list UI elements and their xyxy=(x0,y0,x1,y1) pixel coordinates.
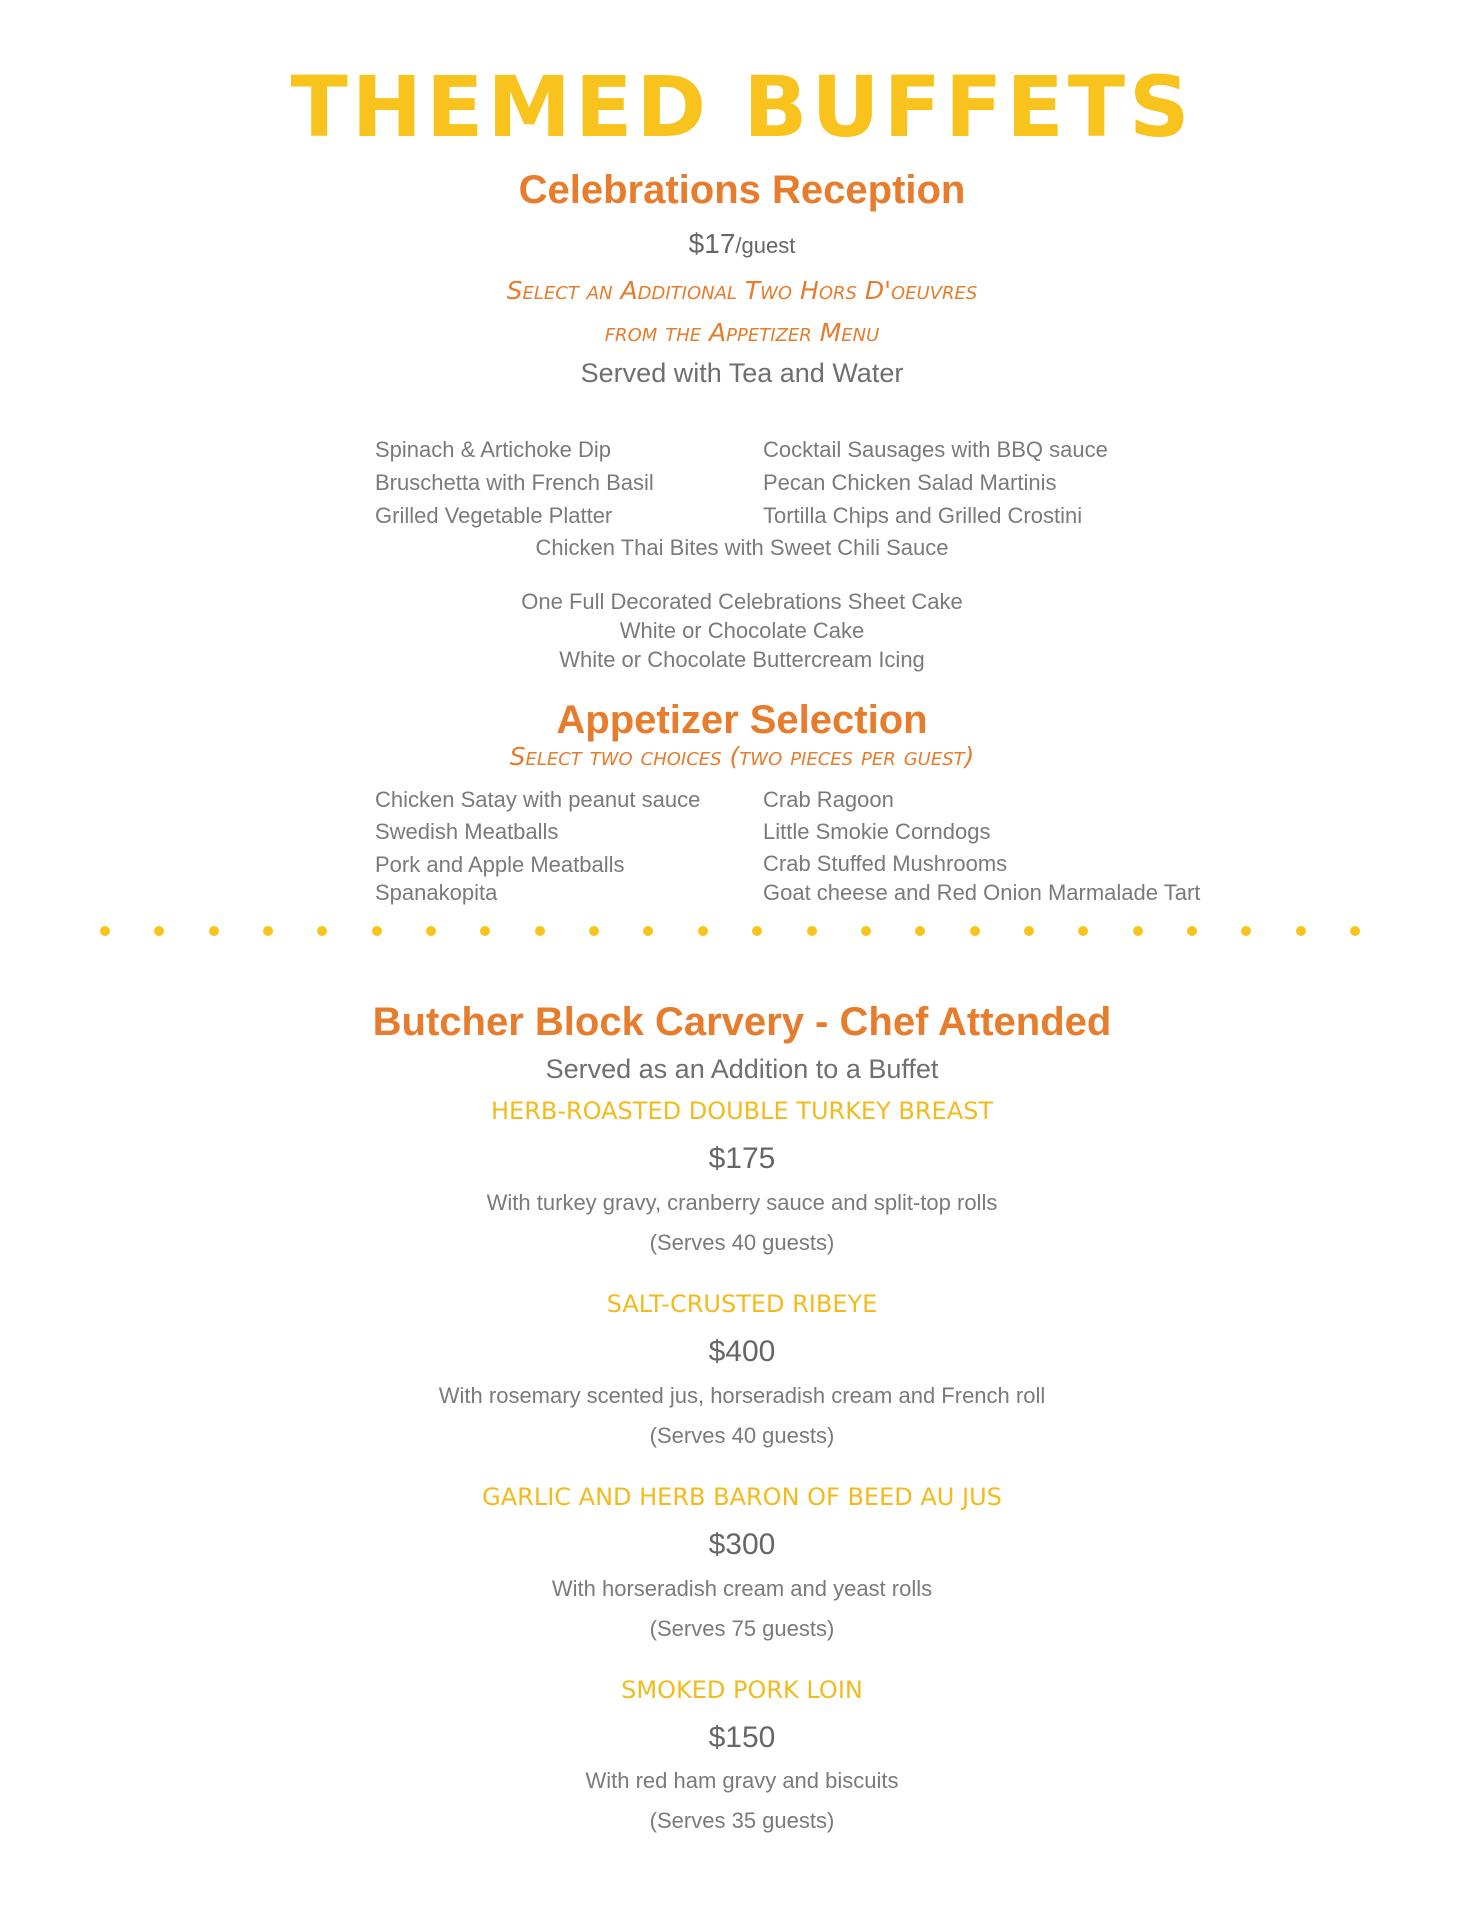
page-title: THEMED BUFFETS xyxy=(290,58,1194,156)
appetizer-subtitle: Select two choices (two pieces per guest) xyxy=(509,742,975,771)
carvery-item-desc: With horseradish cream and yeast rolls xyxy=(551,1576,933,1601)
divider-dot xyxy=(1024,926,1034,936)
divider-dot xyxy=(1187,926,1197,936)
carvery-item-desc: With rosemary scented jus, horseradish cream and French roll xyxy=(438,1383,1046,1408)
price-unit: /guest xyxy=(735,233,796,258)
carvery-item-price: $150 xyxy=(708,1721,776,1754)
appetizer-heading: Appetizer Selection xyxy=(556,698,928,742)
carvery-item-serves: (Serves 40 guests) xyxy=(649,1230,835,1255)
carvery-item-name: HERB-ROASTED DOUBLE TURKEY BREAST xyxy=(490,1097,994,1125)
list-item: Spanakopita xyxy=(375,880,498,905)
list-item: Pecan Chicken Salad Martinis xyxy=(763,470,1057,495)
cake-line: White or Chocolate Cake xyxy=(619,618,865,643)
celebrations-served: Served with Tea and Water xyxy=(580,358,904,388)
carvery-item-name: SALT-CRUSTED RIBEYE xyxy=(606,1290,878,1318)
list-item: Grilled Vegetable Platter xyxy=(375,503,613,528)
carvery-item-serves: (Serves 35 guests) xyxy=(649,1808,835,1833)
list-item: Swedish Meatballs xyxy=(375,819,559,844)
divider-dot xyxy=(1296,926,1306,936)
divider-dot xyxy=(589,926,599,936)
divider-dot xyxy=(643,926,653,936)
divider-dot xyxy=(263,926,273,936)
carvery-subtitle: Served as an Addition to a Buffet xyxy=(545,1054,939,1084)
carvery-item-serves: (Serves 40 guests) xyxy=(649,1423,835,1448)
divider-dot xyxy=(535,926,545,936)
divider-dot xyxy=(317,926,327,936)
divider-dot xyxy=(100,926,110,936)
celebrations-heading: Celebrations Reception xyxy=(518,168,966,212)
dotted-divider xyxy=(100,926,1360,946)
divider-dot xyxy=(426,926,436,936)
celebrations-price xyxy=(0,228,1484,260)
list-item: Goat cheese and Red Onion Marmalade Tart xyxy=(763,880,1201,905)
price-value: $17 xyxy=(688,228,736,259)
list-item: Bruschetta with French Basil xyxy=(375,470,654,495)
list-item: Chicken Thai Bites with Sweet Chili Sauce xyxy=(535,535,949,560)
divider-dot xyxy=(1078,926,1088,936)
carvery-item-price: $175 xyxy=(708,1142,776,1175)
divider-dot xyxy=(698,926,708,936)
cake-line: White or Chocolate Buttercream Icing xyxy=(559,647,925,672)
list-item: Little Smokie Corndogs xyxy=(763,819,991,844)
celebrations-note-line1: Select an Additional Two Hors D'oeuvres xyxy=(506,276,978,305)
carvery-item-desc: With turkey gravy, cranberry sauce and split-top rolls xyxy=(486,1190,998,1215)
divider-dot xyxy=(861,926,871,936)
list-item: Crab Stuffed Mushrooms xyxy=(763,851,1008,876)
carvery-item-price: $300 xyxy=(708,1528,776,1561)
list-item: Cocktail Sausages with BBQ sauce xyxy=(763,437,1108,462)
divider-dot xyxy=(1350,926,1360,936)
divider-dot xyxy=(1133,926,1143,936)
divider-dot xyxy=(752,926,762,936)
divider-dot xyxy=(480,926,490,936)
divider-dot xyxy=(970,926,980,936)
carvery-item-price: $400 xyxy=(708,1335,776,1368)
celebrations-note-line2: from the Appetizer Menu xyxy=(604,318,880,347)
divider-dot xyxy=(154,926,164,936)
cake-line: One Full Decorated Celebrations Sheet Cake xyxy=(521,589,963,614)
divider-dot xyxy=(209,926,219,936)
carvery-item-desc: With red ham gravy and biscuits xyxy=(585,1768,899,1793)
list-item: Pork and Apple Meatballs xyxy=(375,852,625,877)
list-item: Spinach & Artichoke Dip xyxy=(375,437,612,462)
divider-dot xyxy=(372,926,382,936)
list-item: Chicken Satay with peanut sauce xyxy=(375,787,701,812)
list-item: Tortilla Chips and Grilled Crostini xyxy=(763,503,1083,528)
divider-dot xyxy=(807,926,817,936)
list-item: Crab Ragoon xyxy=(763,787,894,812)
carvery-item-serves: (Serves 75 guests) xyxy=(649,1616,835,1641)
carvery-item-name: SMOKED PORK LOIN xyxy=(621,1676,863,1704)
divider-dot xyxy=(915,926,925,936)
carvery-heading: Butcher Block Carvery - Chef Attended xyxy=(372,1000,1112,1044)
divider-dot xyxy=(1241,926,1251,936)
carvery-item-name: GARLIC AND HERB BARON OF BEED AU JUS xyxy=(482,1483,1002,1511)
